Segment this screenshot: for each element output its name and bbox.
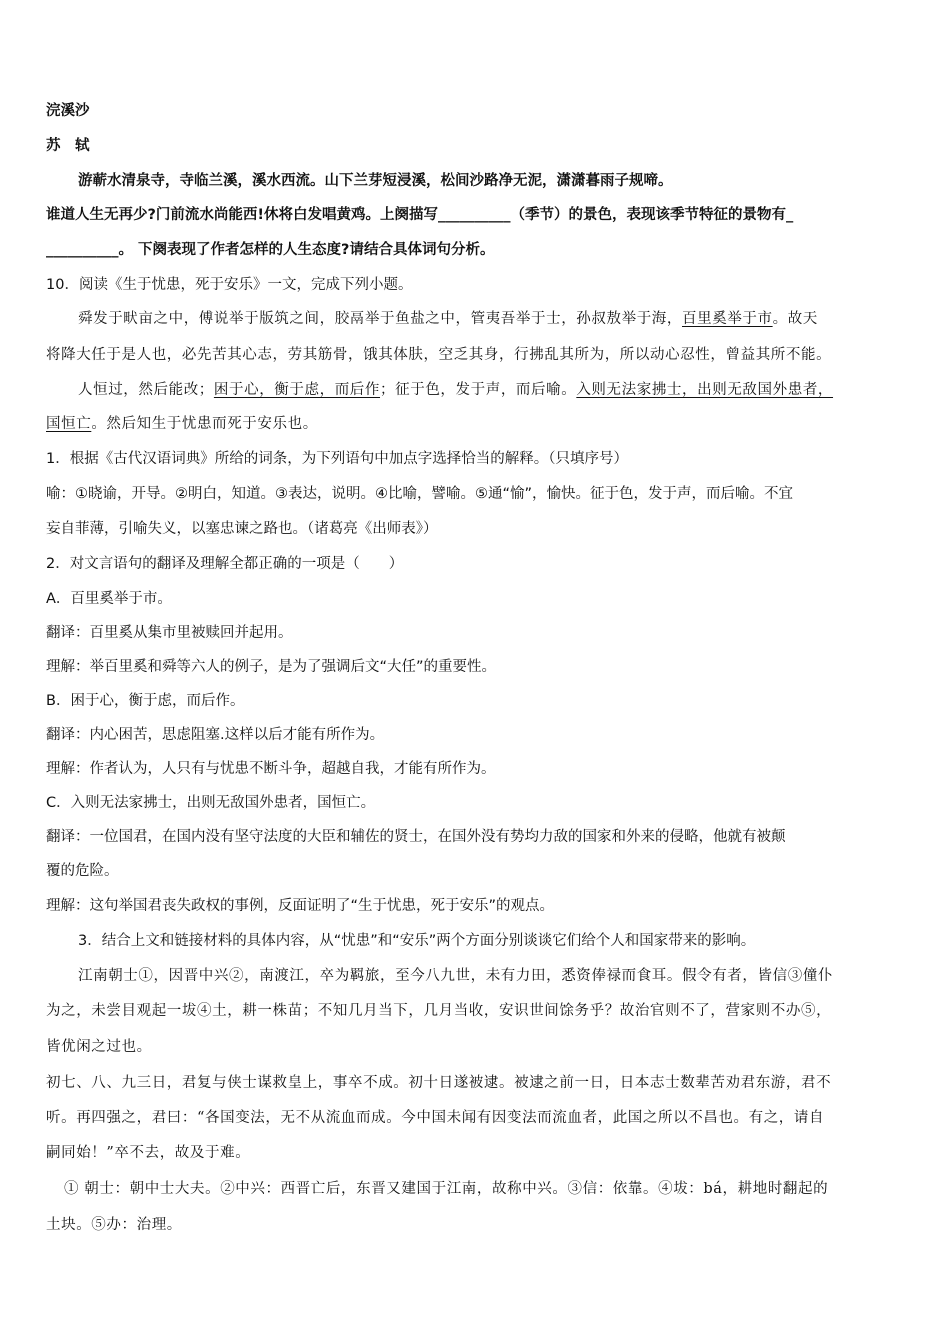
option-b-translation: 翻译：内心困苦，思虑阻塞.这样以后才能有所作为。 (46, 727, 385, 743)
passage-line-1: 舜发于畎亩之中，傅说举于版筑之间，胶鬲举于鱼盐之中，管夷吾举于士，孙叔敖举于海，百里奚举于市。故天 (78, 311, 818, 327)
option-a-understanding: 理解：举百里奚和舜等六人的例子，是为了强调后文“大任”的重要性。 (46, 659, 497, 675)
poem-title: 浣溪沙 (46, 103, 90, 119)
option-c-translation-1: 翻译：一位国君，在国内没有坚守法度的大臣和辅佐的贤士，在国外没有势均力敌的国家和外来的侵略，他就有被颠 (46, 829, 786, 845)
sub1-entry-a: 喻：①晓谕，开导。②明白，知道。③表达，说明。④比喻，譬喻。⑤通“愉”，愉快。征于色，发于声，而后喻。不宜 (46, 486, 794, 502)
sub2-question: 2．对文言语句的翻译及理解全都正确的一项是（ ） (46, 556, 404, 572)
option-a: A．百里奚举于市。 (46, 591, 172, 607)
sub1-entry-b: 妄自菲薄，引喻失义，以塞忠谏之路也。（诸葛亮《出师表》） (46, 521, 438, 537)
passage-line-3: 人恒过，然后能改；困于心，衡于虑，而后作；征于色，发于声，而后喻。入则无法家拂士，出则无敌国外患者， (78, 382, 834, 398)
poem-author: 苏 轼 (46, 138, 90, 154)
material-line-1: 江南朝士①，因晋中兴②，南渡江，卒为羁旅，至今八九世，未有力田，悉资俸禄而食耳。假令有者，皆信③僮仆 (78, 968, 833, 984)
notes-line-1: ① 朝士：朝中士大夫。②中兴：西晋亡后，东晋又建国于江南，故称中兴。③信：依靠。④坺：bá，耕地时翻起的 (64, 1181, 829, 1197)
option-b: B．困于心，衡于虑，而后作。 (46, 693, 245, 709)
option-a-translation: 翻译：百里奚从集市里被赎回并起用。 (46, 625, 293, 641)
poem-line-3: __________。 下阕表现了作者怎样的人生态度?请结合具体词句分析。 (46, 242, 495, 258)
passage-line-4: 国恒亡。然后知生于忧患而死于安乐也。 (46, 416, 318, 432)
option-c-translation-2: 覆的危险。 (46, 863, 119, 879)
poem-line-1: 游蕲水清泉寺，寺临兰溪，溪水西流。山下兰芽短浸溪，松间沙路净无泥，潇潇暮雨子规啼。 (78, 173, 673, 189)
material-line-6: 嗣同始！”卒不去，故及于难。 (46, 1145, 251, 1161)
notes-line-2: 土块。⑤办：治理。 (46, 1217, 182, 1233)
option-c-understanding: 理解：这句举国君丧失政权的事例，反面证明了“生于忧患，死于安乐”的观点。 (46, 898, 555, 914)
material-line-3: 皆优闲之过也。 (46, 1039, 152, 1055)
sub3-question: 3．结合上文和链接材料的具体内容，从“忧患”和“安乐”两个方面分别谈谈它们给个人和国家带来的影响。 (78, 933, 756, 949)
q10-intro: 10．阅读《生于忧患，死于安乐》一文，完成下列小题。 (46, 277, 413, 293)
underlined-phrase: 百里奚举于市 (682, 311, 773, 327)
option-b-understanding: 理解：作者认为，人只有与忧患不断斗争，超越自我，才能有所作为。 (46, 761, 496, 777)
passage-line-2: 将降大任于是人也，必先苦其心志，劳其筋骨，饿其体肤，空乏其身，行拂乱其所为，所以动心忍性，曾益其所不能。 (46, 347, 832, 363)
option-c: C．入则无法家拂士，出则无敌国外患者，国恒亡。 (46, 795, 376, 811)
material-line-4: 初七、八、九三日，君复与侠士谋救皇上，事卒不成。初十日遂被逮。被逮之前一日，日本志士数辈苦劝君东游，君不 (46, 1075, 832, 1091)
material-line-2: 为之，未尝目观起一坺④土，耕一株苗；不知几月当下，几月当收，安识世间馀务乎？故治官则不了，营家则不办⑤， (46, 1003, 832, 1019)
sub1-question: 1．根据《古代汉语词典》所给的词条，为下列语句中加点字选择恰当的解释。（只填序号） (46, 451, 628, 467)
underlined-phrase: 入则无法家拂士，出则无敌国外患者， (576, 382, 834, 398)
underlined-phrase: 困于心，衡于虑，而后作 (213, 382, 381, 398)
material-line-5: 听。再四强之，君曰：“各国变法，无不从流血而成。今中国未闻有因变法而流血者，此国之所以不昌也。有之，请自 (46, 1110, 825, 1126)
poem-line-2: 谁道人生无再少?门前流水尚能西!休将白发唱黄鸡。上阕描写__________（季节）的景色，表现该季节特征的景物有_ (46, 207, 794, 223)
underlined-phrase: 国恒亡 (46, 416, 92, 432)
